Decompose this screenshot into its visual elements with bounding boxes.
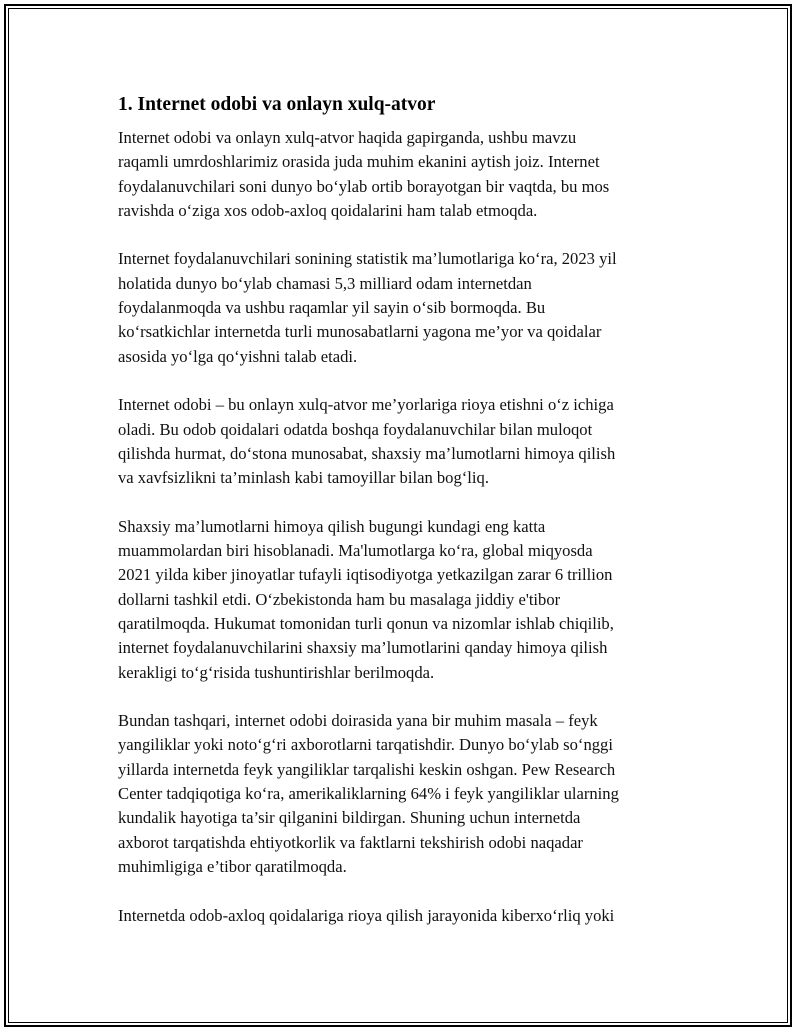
text-line: va xavfsizlikni ta’minlash kabi tamoyillar bilan bog‘liq. — [118, 468, 489, 488]
text-line: yangiliklar yoki noto‘g‘ri axborotlarni tarqatishdir. Dunyo bo‘ylab so‘nggi — [118, 735, 613, 755]
text-line: qilishda hurmat, do‘stona munosabat, shaxsiy ma’lumotlarni himoya qilish — [118, 443, 616, 463]
text-line: Internet odobi va onlayn xulq-atvor haqida gapirganda, ushbu mavzu — [118, 128, 577, 147]
text-line: raqamli umrdoshlarimiz orasida juda muhim ekanini aytish joiz. Internet — [118, 152, 600, 172]
text-line: foydalanmoqda va ushbu raqamlar yil sayin o‘sib bormoqda. Bu — [118, 298, 546, 318]
text-line: ko‘rsatkichlar internetda turli munosabatlarni yagona me’yor va qoidalar — [118, 322, 602, 342]
text-line: Internetda odob-axloq qoidalariga rioya qilish jarayonida kiberxo‘rliq yoki — [118, 905, 615, 925]
text-line: yillarda internetda feyk yangiliklar tarqalishi keskin oshgan. Pew Research — [118, 759, 616, 779]
document-body — [118, 92, 678, 952]
text-line: Center tadqiqotiga ko‘ra, amerikaliklarning 64% i feyk yangiliklar ularning — [118, 784, 619, 804]
text-line: Bundan tashqari, internet odobi doirasida yana bir muhim masala – feyk — [118, 711, 598, 731]
text-line: asosida yo‘lga qo‘yishni talab etadi. — [118, 346, 358, 366]
text-line: Internet foydalanuvchilari sonining statistik ma’lumotlariga ko‘ra, 2023 yil — [118, 249, 617, 269]
text-line: Internet odobi – bu onlayn xulq-atvor me’yorlariga rioya etishni o‘z ichiga — [118, 395, 614, 415]
text-line: qaratilmoqda. Hukumat tomonidan turli qonun va nizomlar ishlab chiqilib, — [118, 613, 614, 633]
text-line: kundalik hayotiga ta’sir qilganini bildirgan. Shuning uchun internetda — [118, 808, 581, 828]
text-line: axborot tarqatishda ehtiyotkorlik va faktlarni tekshirish odobi naqadar — [118, 832, 583, 852]
paragraph-4 — [118, 515, 678, 685]
text-line: ravishda o‘ziga xos odob-axloq qoidalarini ham talab etmoqda. — [118, 200, 538, 220]
section-heading: 1. Internet odobi va onlayn xulq-atvor — [118, 94, 436, 115]
paragraph-1 — [118, 126, 678, 223]
text-line: muhimligiga e’tibor qaratilmoqda. — [118, 856, 347, 876]
paragraph-5 — [118, 709, 678, 879]
text-line: internet foydalanuvchilarini shaxsiy ma’lumotlarini qanday himoya qilish — [118, 638, 608, 658]
text-line: 2021 yilda kiber jinoyatlar tufayli iqtisodiyotga yetkazilgan zarar 6 trillion — [118, 565, 613, 585]
text-line: oladi. Bu odob qoidalari odatda boshqa foydalanuvchilar bilan muloqot — [118, 419, 593, 439]
paragraph-6 — [118, 904, 678, 928]
text-line: holatida dunyo bo‘ylab chamasi 5,3 milliard odam internetdan — [118, 273, 532, 293]
paragraph-3 — [118, 393, 678, 490]
text-line: foydalanuvchilari soni dunyo bo‘ylab ortib borayotgan bir vaqtda, bu mos — [118, 176, 610, 196]
paragraph-2 — [118, 247, 678, 368]
text-line: muammolardan biri hisoblanadi. Ma'lumotlarga ko‘ra, global miqyosda — [118, 541, 593, 561]
text-line: dollarni tashkil etdi. O‘zbekistonda ham bu masalaga jiddiy e'tibor — [118, 589, 561, 609]
text-line: Shaxsiy ma’lumotlarni himoya qilish bugungi kundagi eng katta — [118, 516, 546, 536]
text-line: kerakligi to‘g‘risida tushuntirishlar berilmoqda. — [118, 662, 435, 682]
